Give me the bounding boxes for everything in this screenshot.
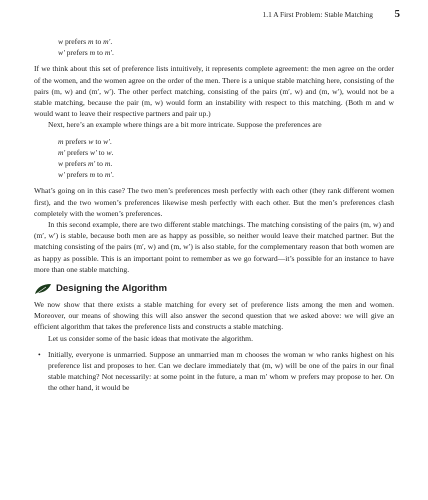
preference-line: m prefers w to w′. bbox=[58, 136, 112, 146]
paragraph: Let us consider some of the basic ideas that motivate the algorithm. bbox=[48, 333, 253, 343]
preference-line: m′ prefers w′ to w. bbox=[58, 147, 114, 157]
leaf-icon bbox=[34, 283, 52, 295]
page-body bbox=[34, 36, 394, 394]
page-number: 5 bbox=[394, 8, 400, 20]
section-title: 1.1 A First Problem: Stable Matching bbox=[262, 10, 373, 19]
paragraph: What’s going on in this case? The two men’s preferences mesh perfectly with each other (they rank different women first), and the two women’s preferences likewise mesh perfectly with each other. But the men’s preferences clash completely with the women’s preferences. bbox=[34, 186, 394, 218]
bullet-text: Initially, everyone is unmarried. Suppose an unmarried man m chooses the woman w who ranks highest on his preference list and proposes to her. Can we declare immediately that (m, w) will be one of the pairs in our final stable matching? Not necessarily: at some point in the future, a man m′ whom w prefers may propose to her. On the other hand, it would be bbox=[48, 349, 394, 393]
preference-line: w prefers m′ to m. bbox=[58, 159, 113, 169]
paragraph: Next, here’s an example where things are a bit more intricate. Suppose the preferences are bbox=[48, 120, 322, 130]
preference-line: w prefers m to m′. bbox=[58, 37, 113, 46]
preference-line: w′ prefers m to m′. bbox=[58, 170, 114, 180]
running-head bbox=[0, 10, 428, 24]
preference-line: w′ prefers m to m′. bbox=[58, 48, 114, 58]
bullet-item bbox=[34, 349, 394, 394]
bullet-icon: • bbox=[38, 349, 41, 359]
paragraph: If we think about this set of preference lists intuitively, it represents complete agreement: the men agree on the order of the women, and the women agree on the order of the men. There is a unique stable matching here, consisting of the pairs (m, w) and (m′, w′). The other perfect matching, consisting of the pairs (m′, w) and (m, w′), would not be a stable matching, because the pair (m, w) would form an instability with respect to this matching. (Both m and w would want to leave their respective partners and pair up.) bbox=[34, 64, 394, 119]
paragraph: We now show that there exists a stable matching for every set of preference lists among the men and women. Moreover, our means of showing this will also answer the second question that we asked above: we will give an efficient algorithm that takes the preference lists and constructs a stable matching. bbox=[34, 300, 394, 332]
heading-text: Designing the Algorithm bbox=[56, 283, 168, 295]
section-heading bbox=[34, 283, 394, 295]
paragraph: In this second example, there are two different stable matchings. The matching consisting of the pairs (m, w) and (m′, w′) is stable, because both men are as happy as possible, so neither would leave their matched partner. But the matching consisting of the pairs (m′, w) and (m, w′) is also stable, for the complementary reason that both women are as happy as possible. This is an important point to remember as we go forward—it’s possible for an instance to have more than one stable matching. bbox=[34, 220, 394, 274]
